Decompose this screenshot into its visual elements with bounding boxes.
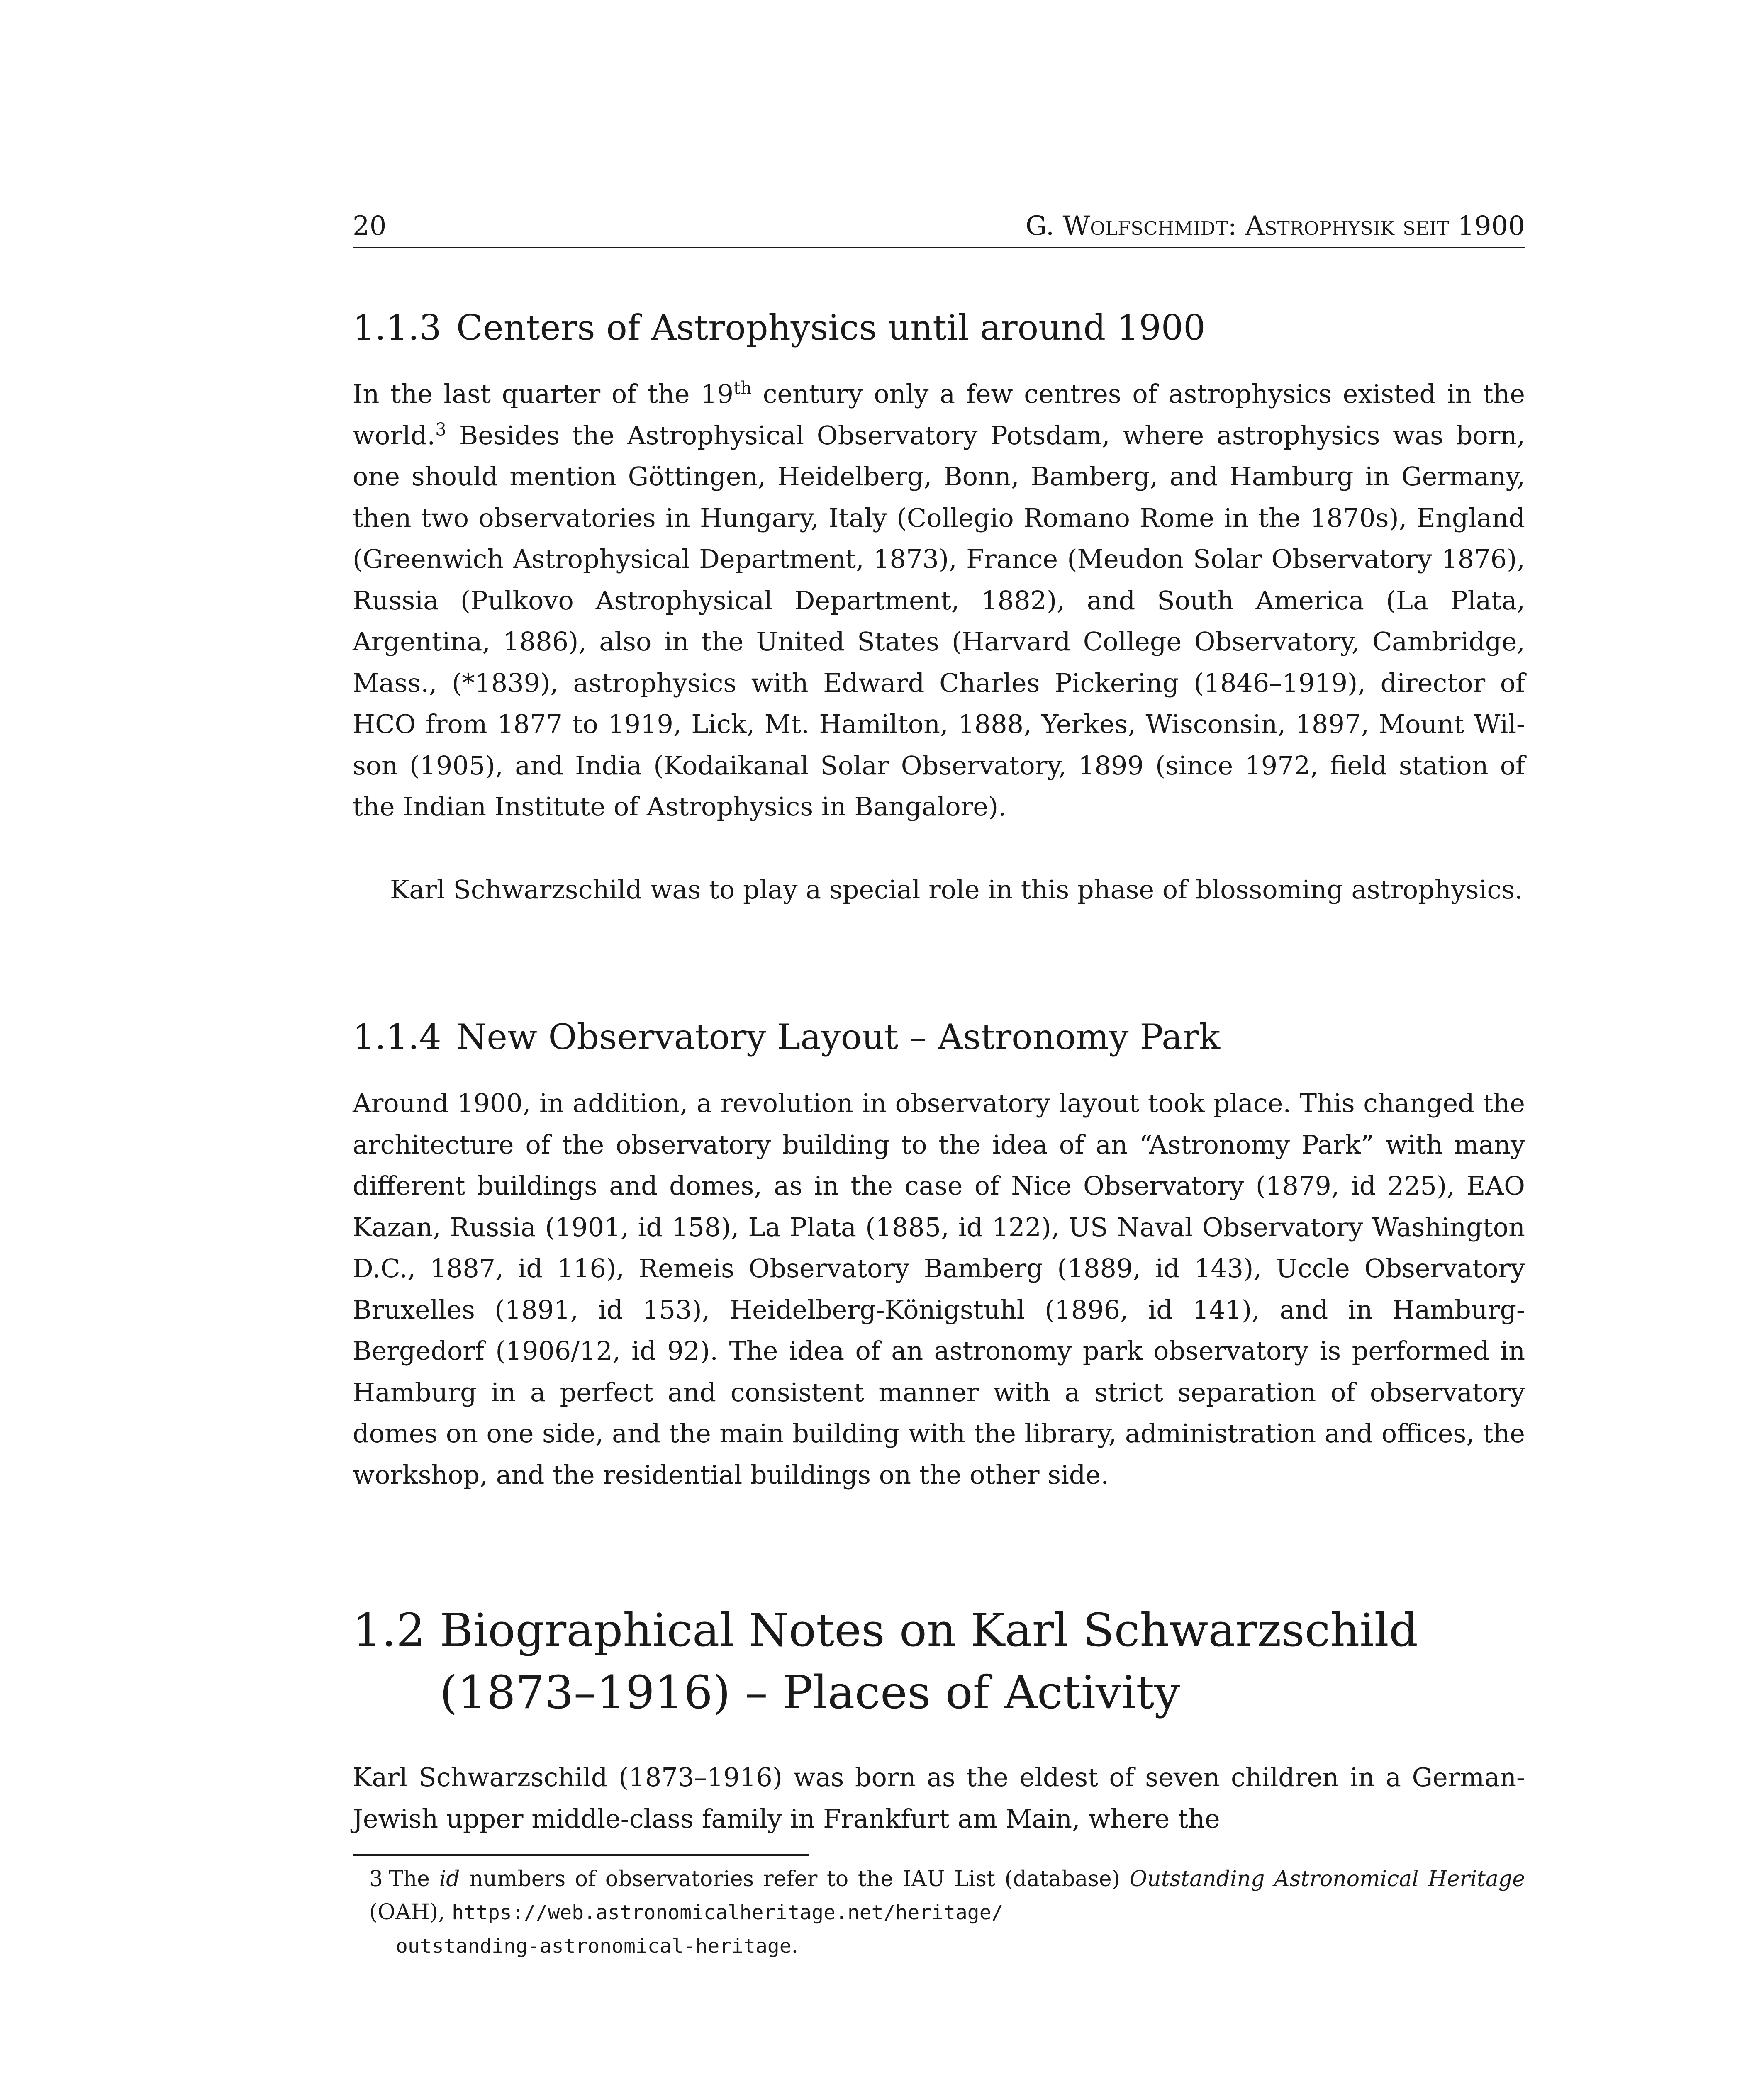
superscript-th: th xyxy=(733,377,752,398)
footnote-mark: 3 xyxy=(369,1867,383,1891)
section-title: New Observatory Layout – Astronomy Park xyxy=(456,1017,1221,1057)
footnote-ref-3[interactable]: 3 xyxy=(435,419,446,439)
page xyxy=(353,0,1525,2074)
subsection-heading-1-1-4 xyxy=(353,1014,1525,1060)
text-run: . xyxy=(791,1933,799,1958)
footnote-url-link-continued[interactable]: outstanding-astronomical-heritage xyxy=(396,1935,792,1958)
running-header xyxy=(353,205,1525,248)
text-run: century only a few centres of astrophysics existed in the world. xyxy=(353,379,1525,450)
subsection-heading-1-1-3 xyxy=(353,305,1525,351)
section-number: 1.1.4 xyxy=(353,1017,441,1057)
paragraph-centers-2: Karl Schwarzschild was to play a special role in this phase of blossoming astrophysics. xyxy=(390,874,1523,905)
section-title-line1: Biographical Notes on Karl Schwarzschild xyxy=(440,1604,1418,1657)
footnote-3 xyxy=(369,1862,1525,1963)
text-run: numbers of observatories refer to the IAU List (database) xyxy=(460,1867,1130,1891)
text-run: The xyxy=(389,1867,439,1891)
footnote-rule xyxy=(353,1854,809,1856)
section-number: 1.2 xyxy=(353,1604,425,1657)
section-title: Centers of Astrophysics until around 1900 xyxy=(456,307,1206,348)
section-title-line2: (1873–1916) – Places of Activity xyxy=(440,1666,1180,1719)
text-run: In the last quarter of the 19 xyxy=(353,379,734,409)
paragraph-observatory-layout: Around 1900, in addition, a revolution in observatory layout took place. This changed the architecture of the observatory building to the idea of an “Astronomy Park” with many different buildings and domes, as in the case of Nice Observatory (1879, id 225), EAO Kazan, Russia (1901, id 158), La Plata (1885, id 122), US Naval Observatory Washington D.C., 1887, id 116), Remeis Observatory Bamberg (1889, id 143), Uccle Observatory Bruxelles (1891, id 153), Heidelberg-Königstuhl (1896, id 141), and in Hamburg-Bergedorf (1906/12, id 92). The idea of an astronomy park observatory is performed in Hamburg in a perfect and consistent manner with a strict separation of observatory domes on one side, and the main building with the library, administration and offices, the workshop, and the residential buildings on the other side. xyxy=(353,1088,1525,1490)
page-number: 20 xyxy=(353,211,387,241)
section-number: 1.1.3 xyxy=(353,307,441,348)
text-italic: Outstanding Astronomical Heritage xyxy=(1129,1867,1525,1891)
text-italic: id xyxy=(439,1867,460,1891)
section-heading-1-2 xyxy=(353,1599,1525,1723)
paragraph-centers-1 xyxy=(353,373,1525,828)
footnote-url-link[interactable]: https://web.astronomicalheritage.net/heritage/ xyxy=(452,1901,1004,1924)
text-run: (OAH), xyxy=(369,1900,452,1925)
running-title: G. Wolfschmidt: Astrophysik seit 1900 xyxy=(1026,211,1525,241)
text-run: Besides the Astrophysical Observatory Potsdam, where astrophysics was born, one should mention Göttingen, Heidelberg, Bonn, Bamberg, and Hamburg in Germany, then two observatories in Hungary, Italy (Collegio Romano Rome in the 1870s), England (Greenwich Astrophysical Department, 1873), France (Meudon Solar Observatory 1876), Russia (Pulkovo Astrophysical Department, 1882), and South America (La Plata, Argentina, 1886), also in the United States (Harvard College Observatory, Cambridge, Mass., (*1839), astrophysics with Edward Charles Pickering (1846–1919), director of HCO from 1877 to 1919, Lick, Mt. Hamilton, 1888, Yerkes, Wisconsin, 1897, Mount Wilson (1905), and India (Kodaikanal Solar Observatory, 1899 (since 1972, field station of the Indian Institute of Astrophysics in Bangalore). xyxy=(353,420,1525,822)
paragraph-biography: Karl Schwarzschild (1873–1916) was born as the eldest of seven children in a German-Jewish upper middle-class family in Frankfurt am Main, where the xyxy=(353,1762,1525,1834)
